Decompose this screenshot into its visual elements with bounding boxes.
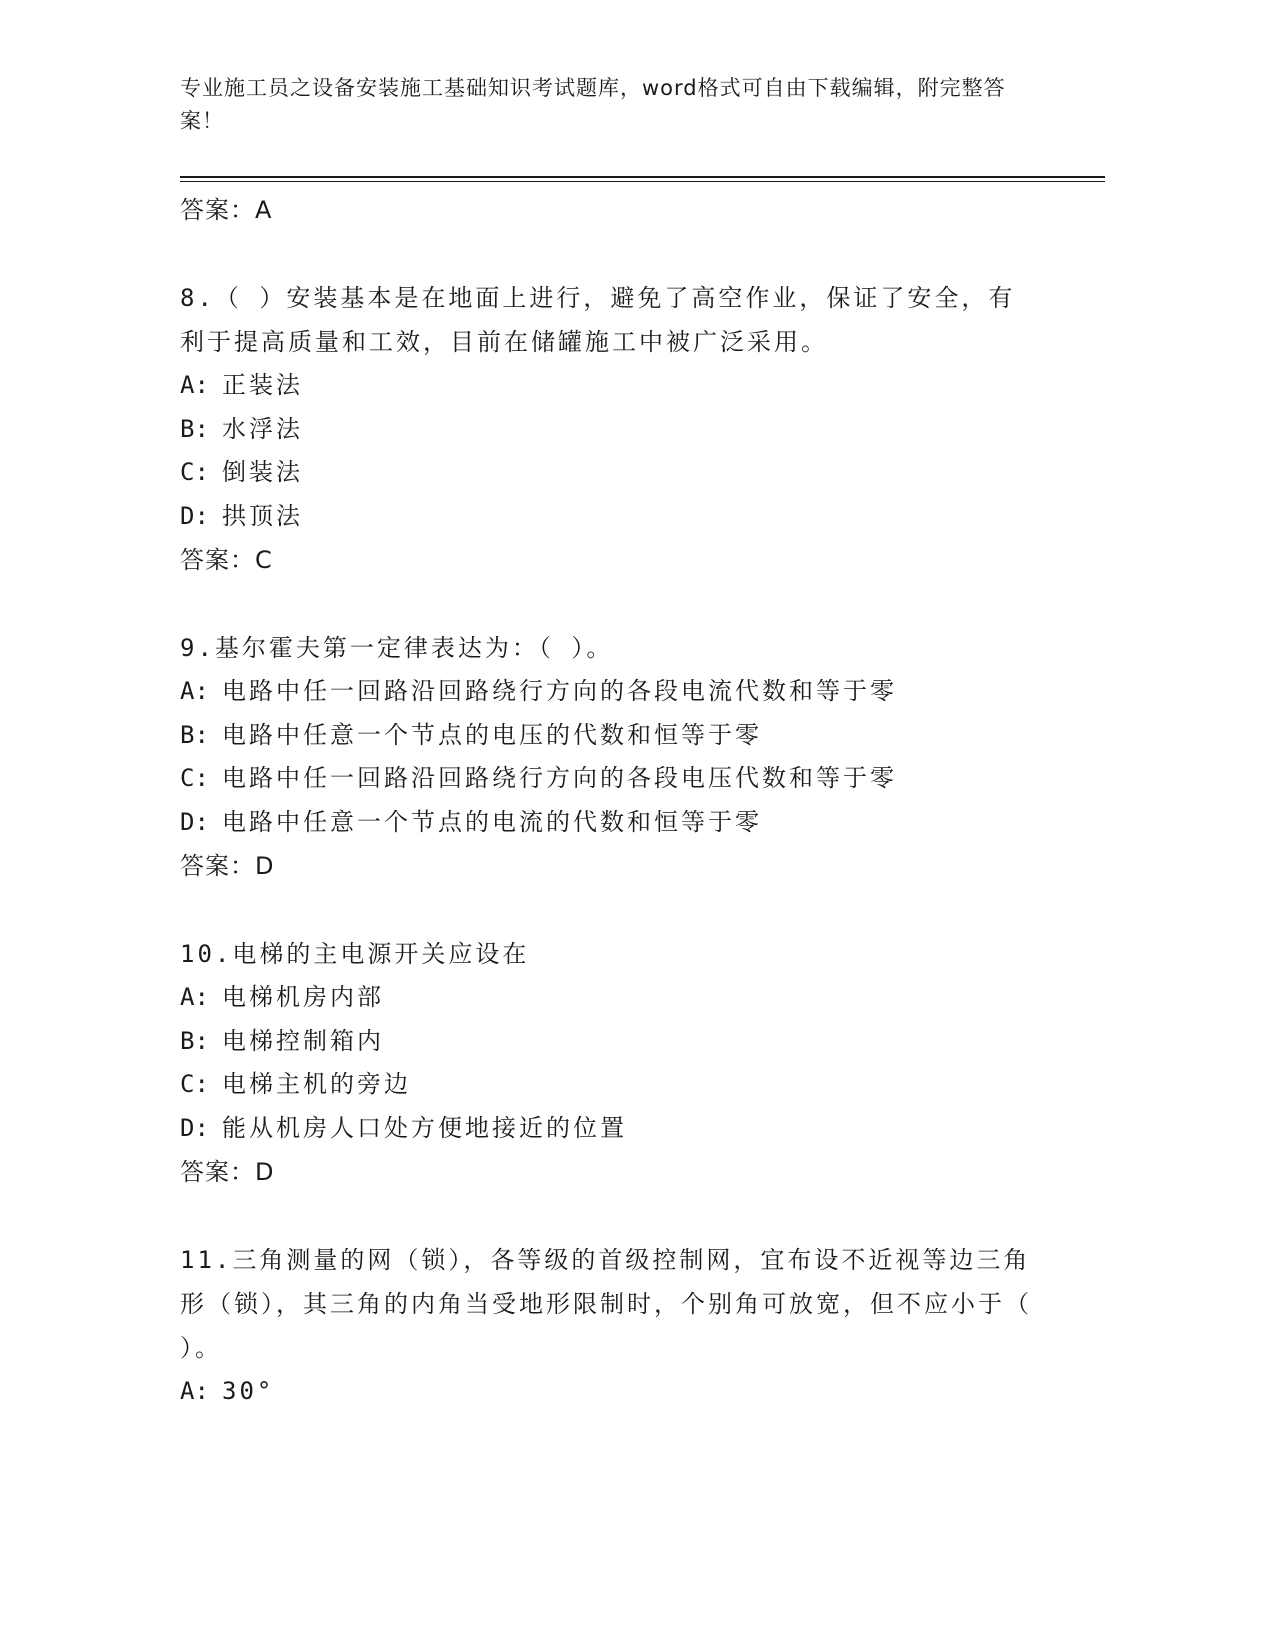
option-a xyxy=(180,670,1105,714)
option-a xyxy=(180,364,1105,408)
option-b xyxy=(180,1020,1105,1064)
option-text: 电路中任意一个节点的电压的代数和恒等于零 xyxy=(222,720,762,749)
option-a xyxy=(180,1370,1105,1414)
option-key: B: xyxy=(180,720,209,749)
option-text: 能从机房人口处方便地接近的位置 xyxy=(222,1113,627,1142)
option-text: 拱顶法 xyxy=(222,501,303,530)
option-text: 正装法 xyxy=(222,371,303,399)
option-text: 电路中任一回路沿回路绕行方向的各段电流代数和等于零 xyxy=(222,677,897,705)
option-text: 电梯控制箱内 xyxy=(222,1026,384,1055)
option-key: D: xyxy=(180,501,209,530)
option-text: 电路中任一回路沿回路绕行方向的各段电压代数和等于零 xyxy=(222,764,897,792)
option-text: 水浮法 xyxy=(222,414,303,443)
option-key: C: xyxy=(180,764,209,792)
option-c xyxy=(180,1063,1105,1107)
document-header: 专业施工员之设备安装施工基础知识考试题库，word格式可自由下载编辑，附完整答案！ xyxy=(180,76,1006,133)
option-a xyxy=(180,976,1105,1020)
option-d xyxy=(180,1107,1105,1151)
previous-answer: 答案：A xyxy=(180,196,273,224)
option-text: 倒装法 xyxy=(222,458,303,486)
question-text: 9.基尔霍夫第一定律表达为：（ ）。 xyxy=(180,634,614,662)
option-text: 电梯主机的旁边 xyxy=(222,1070,411,1098)
question-8 xyxy=(180,276,1105,582)
answer: 答案：D xyxy=(180,852,275,880)
answer: 答案：D xyxy=(180,1158,275,1186)
option-key: B: xyxy=(180,1026,209,1055)
spacer xyxy=(180,232,1105,276)
option-d xyxy=(180,495,1105,539)
option-key: A: xyxy=(180,677,209,705)
option-key: D: xyxy=(180,807,209,836)
question-9 xyxy=(180,626,1105,888)
question-10 xyxy=(180,932,1105,1194)
question-text: 8.（ ）安装基本是在地面上进行，避免了高空作业，保证了安全，有利于提高质量和工效，目前在储罐施工中被广泛采用。 xyxy=(180,284,1016,356)
header-divider-thin xyxy=(180,181,1105,182)
option-key: B: xyxy=(180,414,209,443)
header-divider-thick xyxy=(180,176,1105,178)
option-key: C: xyxy=(180,458,209,486)
question-list xyxy=(180,188,1105,1414)
option-key: A: xyxy=(180,983,209,1011)
question-text: 10.电梯的主电源开关应设在 xyxy=(180,940,530,968)
option-text: 30° xyxy=(222,1377,275,1405)
option-key: A: xyxy=(180,371,209,399)
spacer xyxy=(180,1194,1105,1238)
option-key: A: xyxy=(180,1377,209,1405)
option-key: C: xyxy=(180,1070,209,1098)
option-key: D: xyxy=(180,1113,209,1142)
question-text: 11.三角测量的网（锁），各等级的首级控制网，宜布设不近视等边三角形（锁），其三角的内角当受地形限制时，个别角可放宽，但不应小于（ ）。 xyxy=(180,1246,1032,1362)
option-c xyxy=(180,757,1105,801)
spacer xyxy=(180,888,1105,932)
option-text: 电梯机房内部 xyxy=(222,983,384,1011)
question-11 xyxy=(180,1238,1105,1414)
spacer xyxy=(180,582,1105,626)
option-b xyxy=(180,408,1105,452)
option-d xyxy=(180,801,1105,845)
answer: 答案：C xyxy=(180,546,273,574)
option-b xyxy=(180,714,1105,758)
option-text: 电路中任意一个节点的电流的代数和恒等于零 xyxy=(222,807,762,836)
option-c xyxy=(180,451,1105,495)
